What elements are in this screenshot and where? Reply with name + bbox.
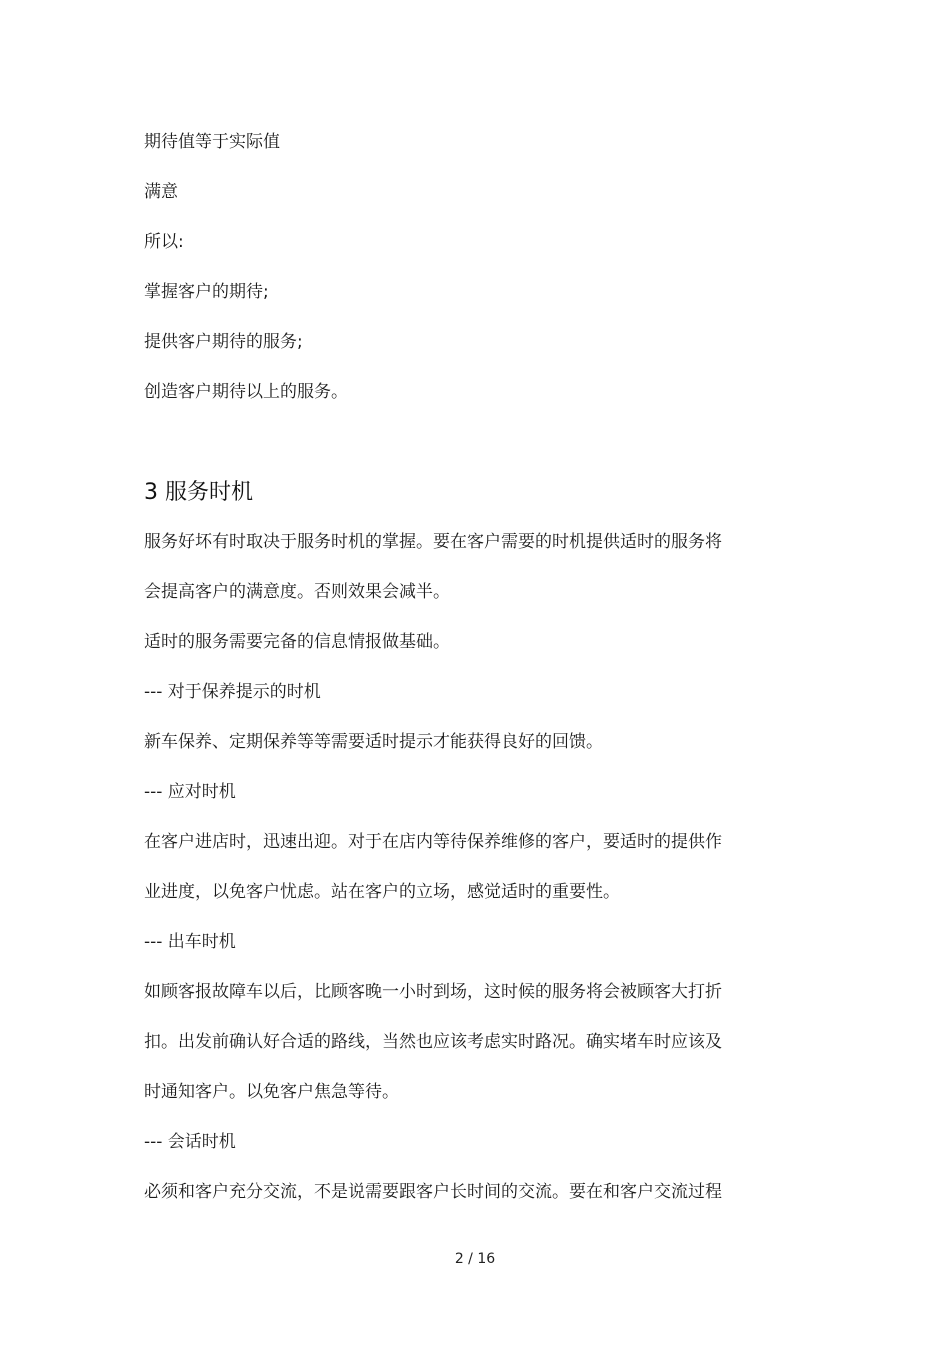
text-line: 期待值等于实际值: [144, 132, 280, 152]
text-line: 创造客户期待以上的服务。: [144, 382, 348, 402]
text-line: 在客户进店时，迅速出迎。对于在店内等待保养维修的客户，要适时的提供作: [144, 832, 722, 852]
subsection-label: --- 对于保养提示的时机: [144, 682, 321, 702]
text-line: 适时的服务需要完备的信息情报做基础。: [144, 632, 450, 652]
text-line: 服务好坏有时取决于服务时机的掌握。要在客户需要的时机提供适时的服务将: [144, 532, 722, 552]
text-line: 所以:: [144, 232, 184, 252]
subsection-label: --- 会话时机: [144, 1132, 236, 1152]
text-line: 新车保养、定期保养等等需要适时提示才能获得良好的回馈。: [144, 732, 603, 752]
text-line: 掌握客户的期待;: [144, 282, 269, 302]
page-number: 2 / 16: [454, 1251, 496, 1267]
text-line: 业进度，以免客户忧虑。站在客户的立场，感觉适时的重要性。: [144, 882, 620, 902]
text-line: 如顾客报故障车以后，比顾客晚一小时到场，这时候的服务将会被顾客大打折: [144, 982, 722, 1002]
section-heading: 3 服务时机: [144, 480, 253, 505]
text-line: 满意: [144, 182, 178, 202]
text-line: 提供客户期待的服务;: [144, 332, 303, 352]
text-line: 时通知客户。以免客户焦急等待。: [144, 1082, 399, 1102]
subsection-label: --- 出车时机: [144, 932, 236, 952]
text-line: 会提高客户的满意度。否则效果会减半。: [144, 582, 450, 602]
text-line: 扣。出发前确认好合适的路线，当然也应该考虑实时路况。确实堵车时应该及: [144, 1032, 722, 1052]
subsection-label: --- 应对时机: [144, 782, 236, 802]
text-line: 必须和客户充分交流，不是说需要跟客户长时间的交流。要在和客户交流过程: [144, 1182, 722, 1202]
